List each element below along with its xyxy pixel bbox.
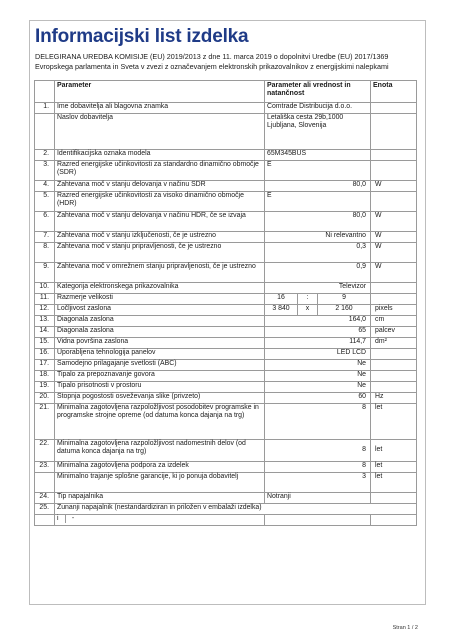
- row-number: 4.: [35, 181, 55, 192]
- row-unit: Hz: [371, 393, 417, 404]
- table-row: [35, 515, 417, 526]
- row-unit: W: [371, 263, 417, 283]
- table-row: [35, 263, 417, 283]
- row-label: Tipalo prisotnosti v prostoru: [55, 382, 265, 393]
- row-unit: let: [371, 440, 417, 462]
- table-row: [35, 404, 417, 440]
- row-value: 65M345BUS: [265, 150, 371, 161]
- page-number: Stran 1 / 2: [392, 625, 418, 631]
- row-unit: pixels: [371, 305, 417, 316]
- row-number: 12.: [35, 305, 55, 316]
- row-value: LED LCD: [265, 349, 371, 360]
- row-label: Zahtevana moč v omrežnem stanju pripravljenosti, če je ustrezno: [55, 263, 265, 283]
- table-row: [35, 114, 417, 150]
- row-value: E: [265, 161, 371, 181]
- table-row: [35, 103, 417, 114]
- table-row: [35, 181, 417, 192]
- table-row: [35, 150, 417, 161]
- row-label: Ime dobavitelja ali blagovna znamka: [55, 103, 265, 114]
- sub-row-index: i: [55, 515, 66, 523]
- product-info-table: [34, 80, 417, 526]
- table-row: [35, 305, 417, 316]
- row-number: 19.: [35, 382, 55, 393]
- row-label: Minimalna zagotovljena podpora za izdelek: [55, 462, 265, 473]
- table-row: [35, 243, 417, 263]
- row-unit: dm²: [371, 338, 417, 349]
- row-unit: [371, 371, 417, 382]
- row-unit: [371, 360, 417, 371]
- row-value: 0,9: [265, 263, 371, 283]
- row-value: Letališka cesta 29b,1000 Ljubljana, Slovenija: [265, 114, 371, 150]
- table-row: [35, 504, 417, 515]
- row-unit: [371, 493, 417, 504]
- header-value: Parameter ali vrednost in natančnost: [265, 81, 371, 103]
- row-label: Ločljivost zaslona: [55, 305, 265, 316]
- row-label: Minimalna zagotovljena razpoložljivost nadomestnih delov (od datuma konca dajanja na trg): [55, 440, 265, 462]
- row-unit: [371, 382, 417, 393]
- table-row: [35, 212, 417, 232]
- row-number: 17.: [35, 360, 55, 371]
- row-value: 65: [265, 327, 371, 338]
- table-row: [35, 161, 417, 181]
- resolution-width: 3 840: [265, 305, 298, 316]
- row-number: 3.: [35, 161, 55, 181]
- row-label: Zahtevana moč v stanju delovanja v načinu HDR, če se izvaja: [55, 212, 265, 232]
- row-number: 16.: [35, 349, 55, 360]
- resolution-height: 2 160: [318, 305, 371, 316]
- row-label: Stopnja pogostosti osveževanja slike (privzeto): [55, 393, 265, 404]
- row-number: 10.: [35, 283, 55, 294]
- row-number: 9.: [35, 263, 55, 283]
- row-number: [35, 473, 55, 493]
- row-number: 11.: [35, 294, 55, 305]
- row-number: 25.: [35, 504, 55, 515]
- row-value: Ne: [265, 371, 371, 382]
- row-unit: let: [371, 473, 417, 493]
- row-number: 18.: [35, 371, 55, 382]
- row-label: Diagonala zaslona: [55, 316, 265, 327]
- table-row: [35, 393, 417, 404]
- row-label: Naslov dobavitelja: [55, 114, 265, 150]
- row-value: Ne: [265, 382, 371, 393]
- header-num-cell: [35, 81, 55, 103]
- sub-row-value: -: [71, 515, 75, 522]
- table-header-row: [35, 81, 417, 103]
- document-title: Informacijski list izdelka: [35, 26, 249, 47]
- row-label: Uporabljena tehnologija panelov: [55, 349, 265, 360]
- table-row: [35, 462, 417, 473]
- row-number: 20.: [35, 393, 55, 404]
- row-number: 1.: [35, 103, 55, 114]
- row-number: 21.: [35, 404, 55, 440]
- row-number: 15.: [35, 338, 55, 349]
- table-row: [35, 473, 417, 493]
- table-row: [35, 440, 417, 462]
- row-unit: cm: [371, 316, 417, 327]
- row-value: 80,0: [265, 212, 371, 232]
- table-row: [35, 493, 417, 504]
- aspect-height: 9: [318, 294, 371, 305]
- row-unit: [371, 515, 417, 526]
- row-label: Zahtevana moč v stanju delovanja v načinu SDR: [55, 181, 265, 192]
- row-unit: [371, 349, 417, 360]
- row-value: 164,0: [265, 316, 371, 327]
- row-label: Minimalno trajanje splošne garancije, ki jo ponuja dobavitelj: [55, 473, 265, 493]
- row-unit: W: [371, 212, 417, 232]
- row-number: 24.: [35, 493, 55, 504]
- row-label: Vidna površina zaslona: [55, 338, 265, 349]
- aspect-width: 16: [265, 294, 298, 305]
- row-value: Ne: [265, 360, 371, 371]
- row-unit: [371, 294, 417, 305]
- table-row: [35, 371, 417, 382]
- row-label: Razred energijske učinkovitosti za visoko dinamično območje (HDR): [55, 192, 265, 212]
- table-row: [35, 294, 417, 305]
- row-label: Diagonala zaslona: [55, 327, 265, 338]
- row-label: Tipalo za prepoznavanje govora: [55, 371, 265, 382]
- row-value: 80,0: [265, 181, 371, 192]
- row-value: 8: [265, 462, 371, 473]
- row-label: Kategorija elektronskega prikazovalnika: [55, 283, 265, 294]
- row-value: Comtrade Distribucija d.o.o.: [265, 103, 371, 114]
- row-number: 22.: [35, 440, 55, 462]
- row-label: Razred energijske učinkovitosti za standardno dinamično območje (SDR): [55, 161, 265, 181]
- row-value: 3: [265, 473, 371, 493]
- row-label: Zunanji napajalnik (nestandardiziran in priložen v embalaži izdelka): [55, 504, 417, 515]
- row-value: 8: [265, 404, 371, 440]
- row-number: 8.: [35, 243, 55, 263]
- table-row: [35, 283, 417, 294]
- row-number: 23.: [35, 462, 55, 473]
- table-row: [35, 382, 417, 393]
- row-unit: [371, 150, 417, 161]
- regulation-subtitle: DELEGIRANA UREDBA KOMISIJE (EU) 2019/2013 z dne 11. marca 2019 o dopolnitvi Uredbe (EU) 2017/1369 Evropskega parlamenta in Sveta v zvezi z označevanjem elektronskih prikazovalnikov z energijskimi nalepkami: [35, 52, 389, 71]
- row-number: 13.: [35, 316, 55, 327]
- row-value: Ni relevantno: [265, 232, 371, 243]
- row-value: [265, 515, 371, 526]
- row-number: [35, 515, 55, 526]
- row-label: Zahtevana moč v stanju pripravljenosti, če je ustrezno: [55, 243, 265, 263]
- sub-row-cell: [55, 515, 265, 526]
- row-value: E: [265, 192, 371, 212]
- row-label: Identifikacijska oznaka modela: [55, 150, 265, 161]
- header-parameter: Parameter: [55, 81, 265, 103]
- row-label: Zahtevana moč v stanju izključenosti, če je ustrezno: [55, 232, 265, 243]
- row-number: [35, 114, 55, 150]
- header-unit: Enota: [371, 81, 417, 103]
- row-number: 14.: [35, 327, 55, 338]
- table-row: [35, 192, 417, 212]
- table-row: [35, 349, 417, 360]
- row-label: Razmerje velikosti: [55, 294, 265, 305]
- row-unit: W: [371, 181, 417, 192]
- row-unit: [371, 103, 417, 114]
- row-value: 114,7: [265, 338, 371, 349]
- row-value: 0,3: [265, 243, 371, 263]
- row-value: 60: [265, 393, 371, 404]
- row-unit: [371, 161, 417, 181]
- row-number: 6.: [35, 212, 55, 232]
- row-unit: [371, 192, 417, 212]
- row-number: 2.: [35, 150, 55, 161]
- row-unit: let: [371, 462, 417, 473]
- table-row: [35, 232, 417, 243]
- row-unit: [371, 283, 417, 294]
- row-value: Televizor: [265, 283, 371, 294]
- row-value: 8: [265, 440, 371, 462]
- table-row: [35, 327, 417, 338]
- row-number: 5.: [35, 192, 55, 212]
- row-unit: [371, 114, 417, 150]
- row-unit: palcev: [371, 327, 417, 338]
- table-row: [35, 338, 417, 349]
- resolution-separator: x: [298, 305, 318, 316]
- table-row: [35, 360, 417, 371]
- aspect-separator: :: [298, 294, 318, 305]
- table-row: [35, 316, 417, 327]
- row-unit: let: [371, 404, 417, 440]
- row-unit: W: [371, 232, 417, 243]
- row-label: Minimalna zagotovljena razpoložljivost posodobitev programske in programske strojne opreme (od datuma konca dajanja na trg): [55, 404, 265, 440]
- row-value: Notranji: [265, 493, 371, 504]
- row-label: Tip napajalnika: [55, 493, 265, 504]
- row-number: 7.: [35, 232, 55, 243]
- row-label: Samodejno prilagajanje svetlosti (ABC): [55, 360, 265, 371]
- row-unit: W: [371, 243, 417, 263]
